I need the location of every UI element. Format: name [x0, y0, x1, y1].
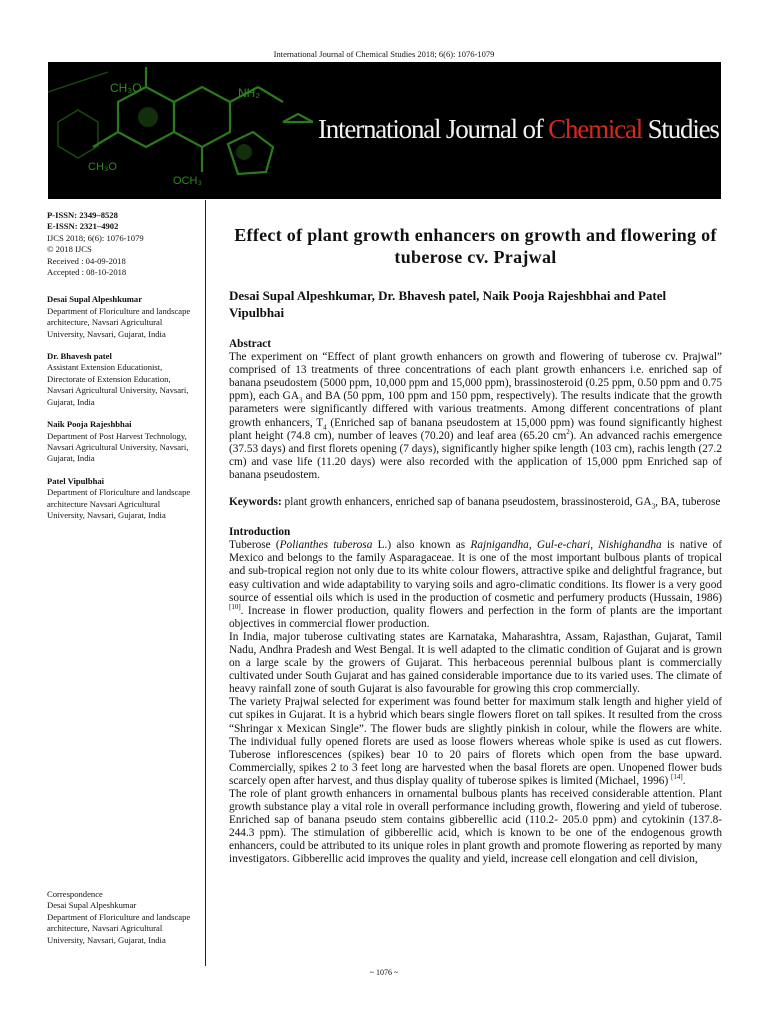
- received-date: Received : 04-09-2018: [47, 255, 126, 266]
- running-header: International Journal of Chemical Studies 2018; 6(6): 1076-1079: [273, 49, 495, 59]
- page-number: ~ 1076 ~: [369, 968, 399, 977]
- citation-info: IJCS 2018; 6(6): 1076-1079: [47, 232, 144, 243]
- intro-paragraph: The variety Prajwal selected for experiment was found better for maximum stalk length and higher yield of cut spikes in Gujarat. It is a hybrid which bears single flowers floret on tall spikes. It resulted from the cross “Shringar x Mexican Single”. The flower buds are slightly pinkish in colour, while the flowers are white. The individual fully opened florets are used as loose flowers whereas whole spike is used as cut flowers. Tuberose inflorescences (spikes) bear 10 to 20 pairs of florets which open from the base upward. Commercially, spikes 2 to 3 feet long are harvested when the basal florets are open. Unopened flower buds scarcely open after harvest, and thus display quality of tuberose spikes is limited (Michael, 1996) [14].: [229, 696, 722, 787]
- intro-paragraph: The role of plant growth enhancers in ornamental bulbous plants has received considerable attention. Plant growth substance play a vital role in overall performance including growth, flowering and yield of tuberose. Enriched sap of banana pseudo stem contains gibberellic acid (110.2- 205.0 ppm) and cytokinin (137.8-244.3 ppm). The stimulation of gibberellic acid, which is known to be one of the endogenous growth enhancers, could be attributed to its unique roles in plant growth and promote flowering as reported by many investigators. Gibberellic acid improves the quality and yield, increase cell elongation and cell division,: [229, 788, 722, 866]
- correspondence-name: Desai Supal Alpeshkumar: [47, 900, 137, 911]
- accepted-date: Accepted : 08-10-2018: [47, 267, 127, 278]
- keywords: Keywords: plant growth enhancers, enriched sap of banana pseudostem, brassinosteroid, $GA_3$, BA, tuberose: [229, 496, 721, 511]
- author-block: [47, 419, 199, 465]
- molecule-label: CH₃O: [110, 81, 142, 95]
- article-title: Effect of plant growth enhancers on growth and flowering of tuberose cv. Prajwal: [234, 225, 717, 267]
- article-main: [229, 224, 722, 867]
- print-issn: P-ISSN: 2349–8528: [47, 210, 118, 220]
- molecule-label: CH₃O: [88, 161, 117, 173]
- molecule-label: NH₂: [238, 86, 260, 100]
- author-name: Naik Pooja Rajeshbhai: [47, 419, 132, 430]
- keywords-label: Keywords:: [229, 496, 282, 509]
- abstract-text: The experiment on “Effect of plant growth enhancers on growth and flowering of tuberose cv. Prajwal” comprised of 13 treatments of three concentrations of each plant growth enhancers i.e. enriched sap of banana pseudostem (5000 ppm, 10,000 ppm and 15,000 ppm), brassinosteroid (0.25 ppm, 0.50 ppm and 0.75 ppm), each $GA_3$ and BA (50 ppm, 100 ppm and 150 ppm, respectively). The results indicate that the growth parameters were significantly differed with various treatments. Among different concentrations of plant growth enhancers, $T_4$ (Enriched sap of banana pseudostem at 15,000 ppm) was found significantly highest plant height (74.8 cm), number of leaves (70.20) and leaf area (65.20 $cm^2$). An advanced rachis emergence (37.53 days) and first florets opening (7 days), significantly higher spike length (103 cm), rachis length (27.2 cm) and vase life (11.20 days) were also recorded with the application of 15,000 ppm Enriched sap of banana pseudostem.: [229, 351, 723, 481]
- abstract-heading: Abstract: [229, 338, 272, 350]
- author-block: [47, 351, 199, 408]
- column-divider: [205, 200, 206, 966]
- journal-banner: [48, 62, 721, 199]
- electronic-issn: E-ISSN: 2321–4902: [47, 221, 119, 232]
- author-affiliation: Department of Floriculture and landscape architecture, Navsari Agricultural University, Navsari, Gujarat, India: [47, 305, 191, 339]
- molecule-label: OCH₃: [173, 175, 202, 187]
- author-affiliation: Assistant Extension Educationist, Directorate of Extension Education, Navsari Agricultural University, Navsari, Gujarat, India: [47, 362, 189, 407]
- citation-ref: [14]: [671, 773, 683, 782]
- author-affiliation: Department of Floriculture and landscape architecture Navsari Agricultural University, Navsari, Gujarat, India: [47, 487, 191, 520]
- correspondence-block: [47, 889, 199, 946]
- citation-ref: [10]: [229, 602, 241, 611]
- author-name: Desai Supal Alpeshkumar: [47, 294, 143, 305]
- article-authors: Desai Supal Alpeshkumar, Dr. Bhavesh patel, Naik Pooja Rajeshbhai and Patel Vipulbhai: [229, 288, 667, 320]
- introduction-heading: Introduction: [229, 526, 291, 539]
- correspondence-label: Correspondence: [47, 889, 103, 899]
- author-name: Patel Vipulbhai: [47, 475, 105, 486]
- intro-paragraph: Tuberose (Polianthes tuberosa L.) also known as Rajnigandha, Gul-e-chari, Nishighandha is native of Mexico and belongs to the family Asparagaceae. It is one of the most important bulbous plants of tropical and sub-tropical region not only due to its white colour flowers, attractive spike and delightful fragrance, but easy cultivation and wide adaptability to varying soils and agro-climatic conditions. Its flower is a very good source of essential oils which is used in the production of cosmetic and perfumery products (Hussain, 1986) [10]. Increase in flower production, quality flowers and perfection in the form of plants are the important objectives in commercial flower production.: [229, 539, 723, 630]
- correspondence-affiliation: Department of Floriculture and landscape architecture, Navsari Agricultural University, Navsari, Gujarat, India: [47, 911, 191, 945]
- author-name: Dr. Bhavesh patel: [47, 351, 112, 362]
- author-block: [47, 294, 199, 340]
- author-block: [47, 476, 199, 522]
- article-sidebar: [47, 210, 199, 521]
- intro-paragraph: In India, major tuberose cultivating states are Karnataka, Maharashtra, Assam, Rajasthan, Gujarat, Tamil Nadu, Andhra Pradesh and West Bengal. It is well adapted to the climatic condition of Gujarat and is grown on a large scale by the growers of Gujarat. This herbaceous perennial bulbous plant is commercially cultivated under South Gujarat and has gained considerable importance due to its varied uses. The climate of heavy rainfall zone of south Gujarat is also favourable for growing this crop commercially.: [229, 630, 722, 696]
- journal-title: International Journal of Chemical Studies: [318, 114, 719, 144]
- author-affiliation: Department of Post Harvest Technology, Navsari Agricultural University, Navsari, Gujarat, India: [47, 430, 189, 464]
- copyright: © 2018 IJCS: [47, 244, 92, 255]
